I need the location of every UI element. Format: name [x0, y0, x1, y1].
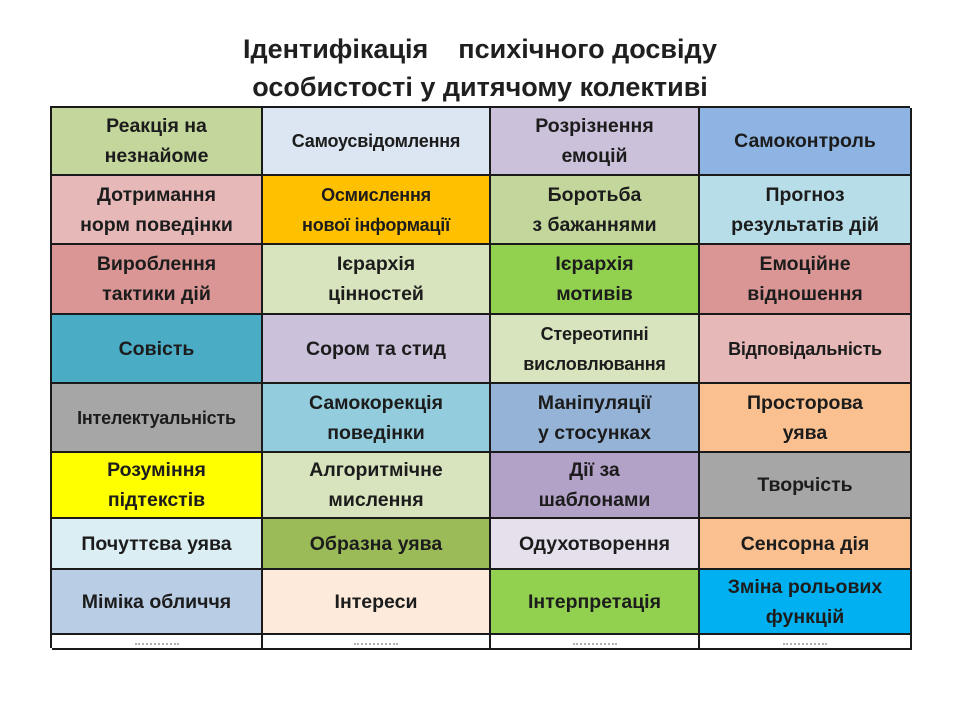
table-cell-label: Емоційне відношення: [747, 253, 863, 305]
table-cell-intellectuality: [52, 384, 263, 453]
page-title: [0, 30, 960, 106]
table-footer-cell: [52, 635, 263, 650]
table-cell-reaction-to-unknown: [52, 108, 263, 176]
table-cell-label: Сенсорна дія: [740, 532, 870, 555]
table-cell-self-awareness: [263, 108, 491, 176]
table-cell-values-hierarchy: [263, 245, 491, 315]
table-cell-struggle-with-desires: [491, 176, 700, 245]
table-cell-subtext-understanding: [52, 453, 263, 519]
table-cell-label: Алгоритмічне мислення: [309, 459, 443, 511]
table-cell-label: Одухотворення: [518, 532, 671, 555]
table-cell-label: Творчість: [757, 474, 853, 496]
table-cell-label: Самоконтроль: [734, 130, 876, 152]
table-cell-label: Образна уява: [309, 532, 443, 555]
table-cell-label: Реакція на незнайоме: [104, 115, 209, 167]
table-cell-motives-hierarchy: [491, 245, 700, 315]
table-cell-responsibility: [700, 315, 912, 384]
table-footer-cell: [700, 635, 912, 650]
table-cell-action-result-forecast: [700, 176, 912, 245]
table-cell-behavior-self-correction: [263, 384, 491, 453]
table-cell-label: Просторова уява: [746, 391, 864, 444]
table-cell-norm-compliance: [52, 176, 263, 245]
table-cell-sensory-imagination: [52, 519, 263, 570]
table-cell-label: Боротьба з бажаннями: [532, 183, 657, 236]
footer-dots: [783, 643, 827, 645]
table-cell-label: Самокорекція поведінки: [309, 391, 443, 444]
table-cell-label: Стереотипні висловлювання: [523, 323, 666, 374]
table-cell-stereotyped-statements: [491, 315, 700, 384]
table-cell-emotion-recognition: [491, 108, 700, 176]
table-cell-label: Інтереси: [334, 590, 418, 613]
table-cell-label: Вироблення тактики дій: [96, 253, 217, 305]
title-line-1: Ідентифікація психічного досвіду: [243, 34, 717, 64]
title-line-2: особистості у дитячому колективі: [252, 72, 708, 102]
table-cell-conscience: [52, 315, 263, 384]
table-cell-label: Маніпуляції у стосунках: [537, 391, 652, 444]
table-cell-label: Осмислення нової інформації: [302, 184, 450, 235]
table-cell-label: Інтерпретація: [528, 590, 661, 613]
table-cell-shame: [263, 315, 491, 384]
table-cell-label: Совість: [118, 337, 195, 360]
table-cell-label: Прогноз результатів дій: [731, 183, 879, 236]
table-cell-action-tactics: [52, 245, 263, 315]
table-footer-cell: [491, 635, 700, 650]
table-cell-label: Самоусвідомлення: [291, 131, 461, 151]
table-cell-label: Ієрархія мотивів: [555, 253, 634, 305]
table-cell-label: Дії за шаблонами: [538, 459, 651, 511]
table-cell-figurative-imagination: [263, 519, 491, 570]
table-footer-cell: [263, 635, 491, 650]
table-cell-label: Ієрархія цінностей: [328, 253, 424, 305]
table-cell-label: Сором та стид: [306, 337, 446, 360]
table-cell-sensory-action: [700, 519, 912, 570]
table-cell-interests: [263, 570, 491, 635]
table-cell-label: Дотримання норм поведінки: [80, 183, 233, 236]
table-cell-label: Почуттєва уява: [81, 532, 232, 555]
table-cell-algorithmic-thinking: [263, 453, 491, 519]
table-cell-label: Розуміння підтекстів: [107, 459, 206, 511]
table-cell-emotional-attitude: [700, 245, 912, 315]
table-cell-label: Відповідальність: [728, 338, 882, 359]
table-cell-spiritualization: [491, 519, 700, 570]
footer-dots: [354, 643, 398, 645]
table-cell-role-change: [700, 570, 912, 635]
experience-table: [50, 106, 910, 648]
table-cell-self-control: [700, 108, 912, 176]
table-cell-label: Розрізнення емоцій: [535, 115, 654, 167]
table-cell-label: Зміна рольових функцій: [727, 575, 883, 628]
footer-dots: [573, 643, 617, 645]
table-cell-new-info-comprehension: [263, 176, 491, 245]
table-cell-interpretation: [491, 570, 700, 635]
table-cell-spatial-imagination: [700, 384, 912, 453]
table-cell-label: Інтелектуальність: [77, 407, 236, 428]
table-cell-facial-expression: [52, 570, 263, 635]
footer-dots: [135, 643, 179, 645]
table-cell-relationship-manipulation: [491, 384, 700, 453]
table-cell-creativity: [700, 453, 912, 519]
table-cell-label: Міміка обличчя: [81, 590, 232, 613]
table-cell-template-actions: [491, 453, 700, 519]
